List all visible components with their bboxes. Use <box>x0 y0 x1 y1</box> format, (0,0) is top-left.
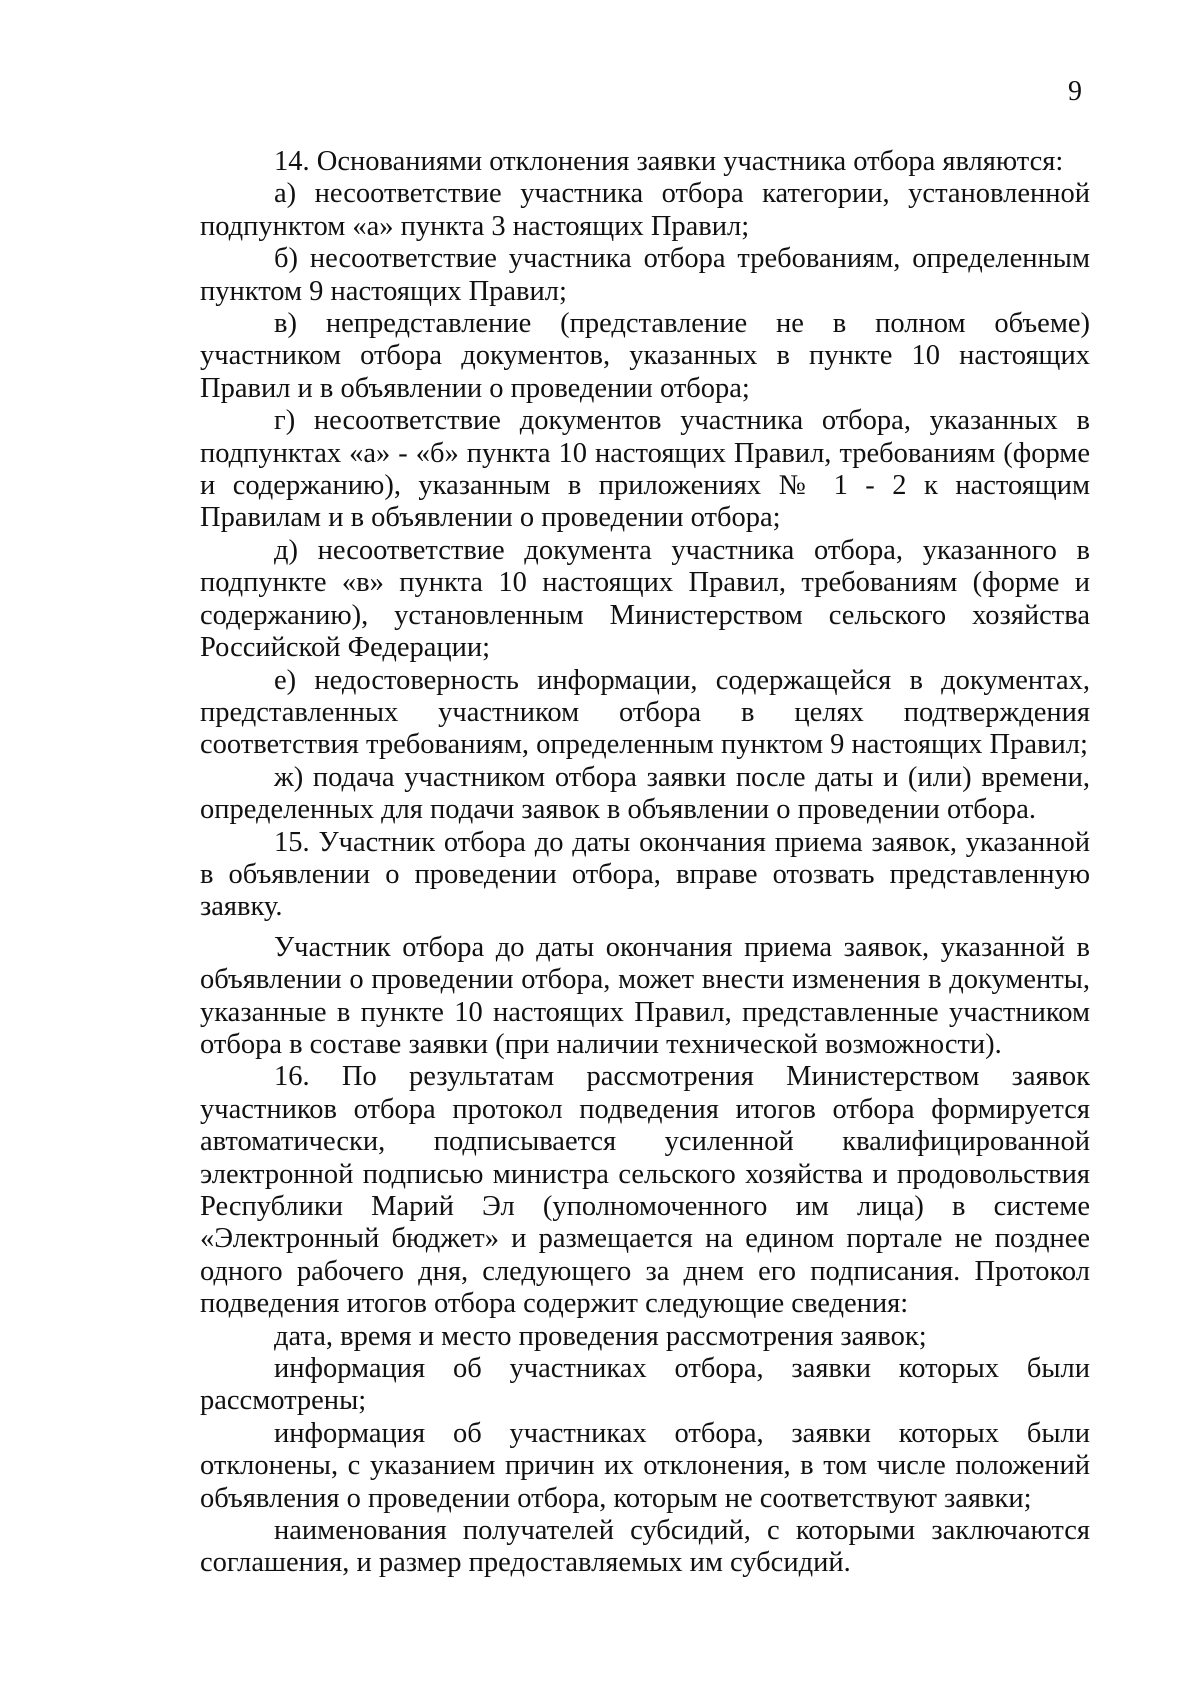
paragraph-16: 16. По результатам рассмотрения Министерством заявок участников отбора протокол подведения итогов отбора формируется автоматически, подписывается усиленной квалифицированной электронной подписью министра сельского хозяйства и продовольствия Республики Марий Эл (уполномоченного им лица) в системе «Электронный бюджет» и размещается на едином портале не позднее одного рабочего дня, следующего за днем его подписания. Протокол подведения итогов отбора содержит следующие сведения: <box>200 1061 1090 1320</box>
document-body <box>200 146 1090 1580</box>
paragraph-14-heading: 14. Основаниями отклонения заявки участника отбора являются: <box>274 146 1064 177</box>
paragraph-14-a: а) несоответствие участника отбора категории, установленной подпунктом «а» пункта 3 настоящих Правил; <box>200 178 1090 242</box>
paragraph-14-zh: ж) подача участником отбора заявки после даты и (или) времени, определенных для подачи заявок в объявлении о проведении отбора. <box>200 761 1090 826</box>
paragraph-16-item-3: информация об участниках отбора, заявки которых были отклонены, с указанием причин их отклонения, в том числе положений объявления о проведении отбора, которым не соответствуют заявки; <box>200 1417 1090 1514</box>
paragraph-14-v: в) непредставление (представление не в полном объеме) участником отбора документов, указанных в пункте 10 настоящих Правил и в объявлении о проведении отбора; <box>200 308 1090 404</box>
paragraph-16-item-1: дата, время и место проведения рассмотрения заявок; <box>274 1320 927 1352</box>
paragraph-16-item-4: наименования получателей субсидий, с которыми заключаются соглашения, и размер предоставляемых им субсидий. <box>200 1515 1090 1579</box>
paragraph-16-item-2: информация об участниках отбора, заявки которых были рассмотрены; <box>200 1353 1090 1417</box>
paragraph-14-e: е) недостоверность информации, содержащейся в документах, представленных участником отбора в целях подтверждения соответствия требованиям, определенным пунктом 9 настоящих Правил; <box>200 664 1090 761</box>
paragraph-14-b: б) несоответствие участника отбора требованиям, определенным пунктом 9 настоящих Правил; <box>200 243 1090 307</box>
paragraph-14-d: д) несоответствие документа участника отбора, указанного в подпункте «в» пункта 10 настоящих Правил, требованиям (форме и содержанию), установленным Министерством сельского хозяйства Российской Федерации; <box>200 534 1090 664</box>
page-number: 9 <box>1068 76 1082 107</box>
paragraph-15: 15. Участник отбора до даты окончания приема заявок, указанной в объявлении о проведении отбора, вправе отозвать представленную заявку. <box>200 826 1090 923</box>
paragraph-14-g: г) несоответствие документов участника отбора, указанных в подпунктах «а» - «б» пункта 10 настоящих Правил, требованиям (форме и содержанию), указанным в приложениях № 1 - 2 к настоящим Правилам и в объявлении о проведении отбора; <box>200 405 1090 534</box>
paragraph-15-continued: Участник отбора до даты окончания приема заявок, указанной в объявлении о проведении отбора, может внести изменения в документы, указанные в пункте 10 настоящих Правил, представленные участником отбора в составе заявки (при наличии технической возможности). <box>200 931 1090 1060</box>
